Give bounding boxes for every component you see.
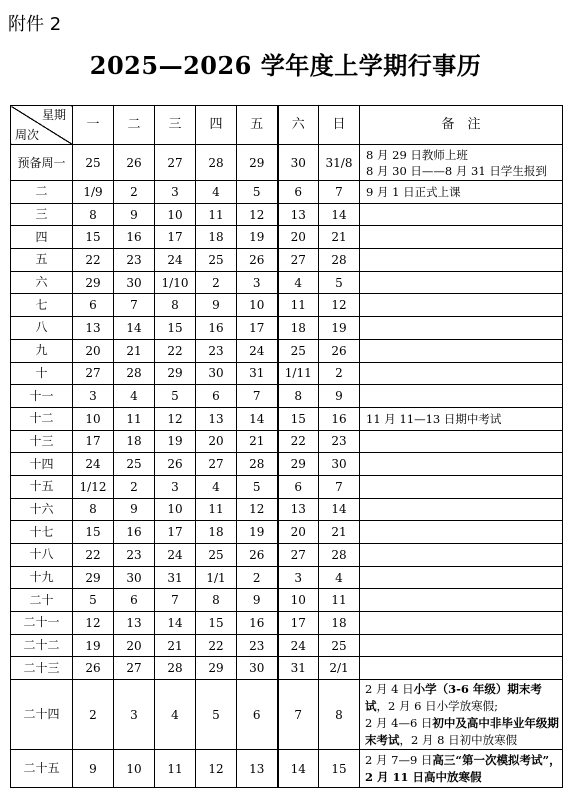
date-cell: 27: [155, 145, 196, 181]
date-cell: 8: [73, 203, 114, 226]
date-cell: 2: [237, 566, 278, 589]
week-row: [11, 521, 563, 544]
note-cell: [360, 498, 563, 521]
date-cell: 4: [155, 680, 196, 750]
note-line: 9 月 1 日正式上课: [366, 184, 461, 199]
week-number: 十四: [11, 453, 73, 476]
note-cell: [360, 680, 563, 750]
date-cell: 3: [155, 181, 196, 204]
week-number: 七: [11, 294, 73, 317]
date-cell: 23: [114, 249, 155, 272]
date-cell: 21: [319, 226, 360, 249]
date-cell: 10: [155, 498, 196, 521]
date-cell: 2: [196, 271, 237, 294]
date-cell: 27: [73, 362, 114, 385]
week-row: [11, 634, 563, 657]
date-cell: 10: [278, 589, 319, 612]
date-cell: 15: [196, 612, 237, 635]
date-cell: 21: [319, 521, 360, 544]
date-cell: 30: [319, 453, 360, 476]
note-cell: [360, 271, 563, 294]
date-cell: 2: [319, 362, 360, 385]
date-cell: 28: [319, 249, 360, 272]
note-cell: [360, 181, 563, 204]
date-cell: 13: [196, 407, 237, 430]
note-line: 8 月 30 日——8 月 31 日学生报到: [366, 163, 547, 178]
date-cell: 23: [196, 339, 237, 362]
date-cell: 30: [196, 362, 237, 385]
date-cell: 19: [237, 226, 278, 249]
week-number: 预备周一: [11, 145, 73, 181]
date-cell: 26: [73, 657, 114, 680]
notes-header: 备 注: [360, 106, 563, 145]
date-cell: 11: [278, 294, 319, 317]
note-cell: [360, 317, 563, 340]
date-cell: 12: [319, 294, 360, 317]
date-cell: 10: [114, 750, 155, 788]
date-cell: 12: [237, 498, 278, 521]
note-cell: [360, 657, 563, 680]
day-header-thu: 四: [196, 106, 237, 145]
note-cell: [360, 430, 563, 453]
week-row: [11, 475, 563, 498]
date-cell: 25: [196, 544, 237, 567]
date-cell: 9: [114, 498, 155, 521]
week-number: 二十四: [11, 680, 73, 750]
week-number: 十三: [11, 430, 73, 453]
date-cell: 27: [196, 453, 237, 476]
date-cell: 24: [278, 634, 319, 657]
week-row: [11, 385, 563, 408]
note-line: 11 月 11—13 日期中考试: [366, 411, 502, 426]
date-cell: 20: [278, 226, 319, 249]
week-number: 六: [11, 271, 73, 294]
day-header-wed: 三: [155, 106, 196, 145]
date-cell: 5: [319, 271, 360, 294]
date-cell: 16: [237, 612, 278, 635]
date-cell: 28: [196, 145, 237, 181]
date-cell: 14: [319, 498, 360, 521]
date-cell: 30: [114, 566, 155, 589]
week-number: 十七: [11, 521, 73, 544]
week-row: [11, 249, 563, 272]
date-cell: 26: [237, 544, 278, 567]
week-row: [11, 612, 563, 635]
note-cell: [360, 634, 563, 657]
date-cell: 11: [155, 750, 196, 788]
date-cell: 28: [114, 362, 155, 385]
date-cell: 11: [114, 407, 155, 430]
date-cell: 6: [278, 181, 319, 204]
corner-week-label: 周次: [15, 128, 40, 142]
week-row: [11, 339, 563, 362]
calendar-body: [11, 145, 563, 788]
note-emphasis: 小学（3-6 年级）期末考试: [365, 681, 542, 713]
date-cell: 3: [237, 271, 278, 294]
note-cell: [360, 453, 563, 476]
note-cell: [360, 475, 563, 498]
date-cell: 21: [237, 430, 278, 453]
note-emphasis: 初中及高中非毕业年级期末考试: [365, 715, 559, 747]
date-cell: 26: [155, 453, 196, 476]
date-cell: 19: [237, 521, 278, 544]
date-cell: 18: [196, 226, 237, 249]
date-cell: 20: [278, 521, 319, 544]
date-cell: 8: [155, 294, 196, 317]
date-cell: 4: [319, 566, 360, 589]
date-cell: 28: [319, 544, 360, 567]
date-cell: 10: [237, 294, 278, 317]
date-cell: 11: [196, 203, 237, 226]
date-cell: 20: [73, 339, 114, 362]
date-cell: 18: [319, 612, 360, 635]
week-number: 二十: [11, 589, 73, 612]
date-cell: 13: [278, 498, 319, 521]
date-cell: 4: [278, 271, 319, 294]
date-cell: 8: [319, 680, 360, 750]
date-cell: 6: [278, 475, 319, 498]
date-cell: 9: [319, 385, 360, 408]
date-cell: 22: [155, 339, 196, 362]
date-cell: 11: [319, 589, 360, 612]
date-cell: 15: [73, 521, 114, 544]
date-cell: 1/11: [278, 362, 319, 385]
date-cell: 12: [196, 750, 237, 788]
day-header-sun: 日: [319, 106, 360, 145]
date-cell: 15: [278, 407, 319, 430]
week-row: [11, 181, 563, 204]
week-row: [11, 226, 563, 249]
day-header-fri: 五: [237, 106, 278, 145]
week-number: 三: [11, 203, 73, 226]
week-row: [11, 294, 563, 317]
date-cell: 17: [155, 521, 196, 544]
date-cell: 2: [73, 680, 114, 750]
date-cell: 2: [114, 181, 155, 204]
school-calendar-table: [10, 105, 563, 788]
week-row: [11, 203, 563, 226]
date-cell: 18: [196, 521, 237, 544]
date-cell: 14: [237, 407, 278, 430]
note-cell: [360, 294, 563, 317]
date-cell: 4: [196, 181, 237, 204]
date-cell: 7: [155, 589, 196, 612]
week-number: 十五: [11, 475, 73, 498]
date-cell: 7: [114, 294, 155, 317]
date-cell: 22: [196, 634, 237, 657]
date-cell: 25: [73, 145, 114, 181]
note-cell: [360, 750, 563, 788]
date-cell: 15: [319, 750, 360, 788]
date-cell: 14: [278, 750, 319, 788]
date-cell: 16: [319, 407, 360, 430]
day-header-mon: 一: [73, 106, 114, 145]
date-cell: 19: [73, 634, 114, 657]
note-text: ，2 月 8 日初中放寒假: [399, 732, 518, 747]
date-cell: 5: [237, 475, 278, 498]
week-row: [11, 362, 563, 385]
date-cell: 19: [155, 430, 196, 453]
date-cell: 31: [278, 657, 319, 680]
date-cell: 14: [319, 203, 360, 226]
date-cell: 30: [278, 145, 319, 181]
note-cell: [360, 203, 563, 226]
date-cell: 5: [155, 385, 196, 408]
date-cell: 28: [155, 657, 196, 680]
date-cell: 1/12: [73, 475, 114, 498]
date-cell: 25: [196, 249, 237, 272]
note-cell: [360, 339, 563, 362]
date-cell: 31/8: [319, 145, 360, 181]
week-number: 八: [11, 317, 73, 340]
date-cell: 5: [237, 181, 278, 204]
date-cell: 23: [237, 634, 278, 657]
note-line: 8 月 29 日教师上班: [366, 147, 468, 162]
date-cell: 4: [114, 385, 155, 408]
page-title: 2025—2026 学年度上学期行事历: [89, 51, 482, 80]
date-cell: 13: [278, 203, 319, 226]
week-row: [11, 317, 563, 340]
date-cell: 24: [155, 249, 196, 272]
date-cell: 13: [114, 612, 155, 635]
corner-cell: [11, 106, 73, 145]
date-cell: 1/1: [196, 566, 237, 589]
date-cell: 12: [73, 612, 114, 635]
date-cell: 22: [278, 430, 319, 453]
week-row: [11, 750, 563, 788]
date-cell: 1/10: [155, 271, 196, 294]
date-cell: 14: [155, 612, 196, 635]
date-cell: 29: [155, 362, 196, 385]
week-row: [11, 498, 563, 521]
date-cell: 24: [155, 544, 196, 567]
week-number: 二十三: [11, 657, 73, 680]
note-cell: [360, 566, 563, 589]
date-cell: 19: [319, 317, 360, 340]
date-cell: 26: [237, 249, 278, 272]
date-cell: 27: [278, 544, 319, 567]
date-cell: 6: [114, 589, 155, 612]
date-cell: 15: [155, 317, 196, 340]
date-cell: 24: [237, 339, 278, 362]
week-number: 四: [11, 226, 73, 249]
date-cell: 10: [73, 407, 114, 430]
date-cell: 17: [155, 226, 196, 249]
note-cell: [360, 249, 563, 272]
date-cell: 5: [196, 680, 237, 750]
date-cell: 8: [73, 498, 114, 521]
date-cell: 3: [114, 680, 155, 750]
date-cell: 30: [114, 271, 155, 294]
note-cell: [360, 589, 563, 612]
date-cell: 21: [114, 339, 155, 362]
date-cell: 27: [278, 249, 319, 272]
date-cell: 14: [114, 317, 155, 340]
week-number: 二: [11, 181, 73, 204]
date-cell: 3: [73, 385, 114, 408]
note-cell: [360, 612, 563, 635]
date-cell: 29: [196, 657, 237, 680]
week-number: 十二: [11, 407, 73, 430]
date-cell: 6: [237, 680, 278, 750]
date-cell: 2/1: [319, 657, 360, 680]
week-number: 二十五: [11, 750, 73, 788]
week-number: 五: [11, 249, 73, 272]
date-cell: 27: [114, 657, 155, 680]
note-cell: [360, 226, 563, 249]
date-cell: 16: [114, 226, 155, 249]
date-cell: 17: [278, 612, 319, 635]
note-cell: [360, 544, 563, 567]
week-row: [11, 544, 563, 567]
date-cell: 20: [114, 634, 155, 657]
corner-weekday-label: 星期: [41, 108, 66, 122]
week-number: 十一: [11, 385, 73, 408]
date-cell: 29: [73, 271, 114, 294]
date-cell: 26: [114, 145, 155, 181]
date-cell: 16: [196, 317, 237, 340]
date-cell: 29: [73, 566, 114, 589]
week-row: [11, 680, 563, 750]
week-row: [11, 430, 563, 453]
note-cell: [360, 521, 563, 544]
note-cell: [360, 385, 563, 408]
date-cell: 29: [278, 453, 319, 476]
week-number: 十九: [11, 566, 73, 589]
week-number: 十八: [11, 544, 73, 567]
week-row: [11, 566, 563, 589]
date-cell: 13: [237, 750, 278, 788]
date-cell: 13: [73, 317, 114, 340]
week-row: [11, 271, 563, 294]
date-cell: 7: [319, 181, 360, 204]
date-cell: 7: [319, 475, 360, 498]
date-cell: 28: [237, 453, 278, 476]
date-cell: 26: [319, 339, 360, 362]
note-cell: [360, 145, 563, 181]
week-row: [11, 657, 563, 680]
note-emphasis: 高三“第一次模拟考试”，2 月 11 日高中放寒假: [365, 752, 561, 784]
note-cell: [360, 362, 563, 385]
date-cell: 9: [237, 589, 278, 612]
date-cell: 2: [114, 475, 155, 498]
date-cell: 4: [196, 475, 237, 498]
week-row: [11, 453, 563, 476]
date-cell: 18: [278, 317, 319, 340]
date-cell: 25: [278, 339, 319, 362]
date-cell: 23: [114, 544, 155, 567]
date-cell: 15: [73, 226, 114, 249]
week-row: [11, 145, 563, 181]
date-cell: 3: [278, 566, 319, 589]
date-cell: 9: [196, 294, 237, 317]
date-cell: 17: [237, 317, 278, 340]
header-row: [11, 106, 563, 145]
date-cell: 1/9: [73, 181, 114, 204]
date-cell: 7: [237, 385, 278, 408]
week-number: 九: [11, 339, 73, 362]
date-cell: 7: [278, 680, 319, 750]
date-cell: 20: [196, 430, 237, 453]
date-cell: 10: [155, 203, 196, 226]
week-number: 二十一: [11, 612, 73, 635]
date-cell: 9: [73, 750, 114, 788]
note-text: 2 月 4—6 日: [365, 715, 433, 730]
date-cell: 25: [319, 634, 360, 657]
date-cell: 5: [73, 589, 114, 612]
date-cell: 30: [237, 657, 278, 680]
date-cell: 6: [73, 294, 114, 317]
date-cell: 18: [114, 430, 155, 453]
date-cell: 23: [319, 430, 360, 453]
day-header-sat: 六: [278, 106, 319, 145]
date-cell: 12: [237, 203, 278, 226]
day-header-tue: 二: [114, 106, 155, 145]
note-text: ，2 月 6 日小学放寒假;: [376, 698, 498, 713]
date-cell: 22: [73, 544, 114, 567]
week-row: [11, 589, 563, 612]
date-cell: 6: [196, 385, 237, 408]
week-number: 二十二: [11, 634, 73, 657]
date-cell: 11: [196, 498, 237, 521]
date-cell: 17: [73, 430, 114, 453]
date-cell: 21: [155, 634, 196, 657]
date-cell: 31: [237, 362, 278, 385]
date-cell: 25: [114, 453, 155, 476]
week-row: [11, 407, 563, 430]
date-cell: 9: [114, 203, 155, 226]
date-cell: 31: [155, 566, 196, 589]
note-cell: [360, 407, 563, 430]
week-number: 十六: [11, 498, 73, 521]
week-number: 十: [11, 362, 73, 385]
date-cell: 12: [155, 407, 196, 430]
date-cell: 8: [278, 385, 319, 408]
date-cell: 16: [114, 521, 155, 544]
note-text: 2 月 7—9 日: [365, 752, 433, 767]
date-cell: 24: [73, 453, 114, 476]
date-cell: 3: [155, 475, 196, 498]
attachment-label: 附件 2: [8, 14, 62, 35]
date-cell: 22: [73, 249, 114, 272]
note-text: 2 月 4 日: [365, 681, 414, 696]
date-cell: 29: [237, 145, 278, 181]
date-cell: 8: [196, 589, 237, 612]
